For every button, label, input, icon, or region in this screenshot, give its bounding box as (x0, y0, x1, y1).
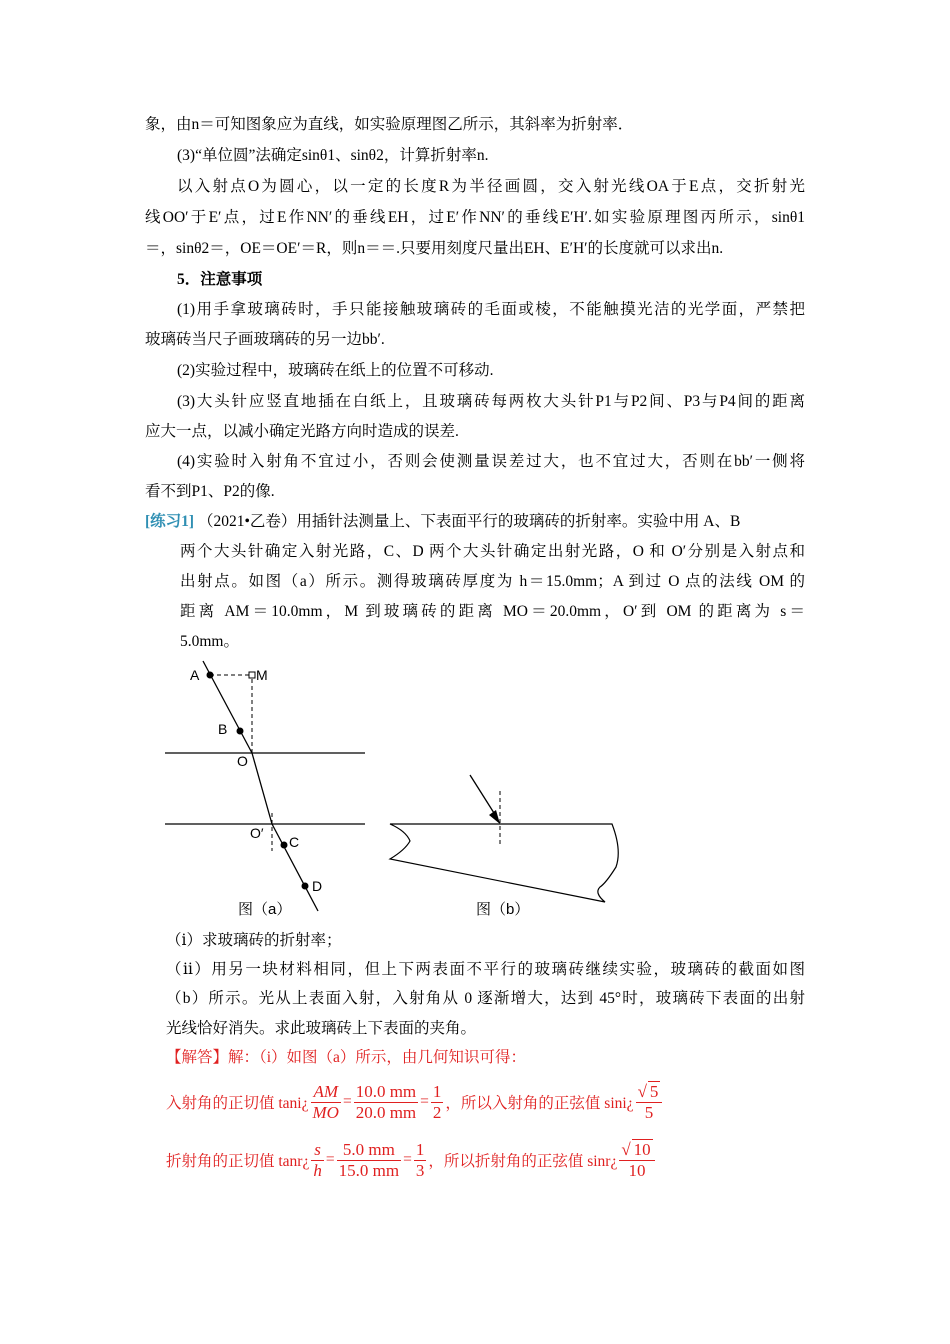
text-line: 看不到P1、P2的像. (145, 483, 275, 500)
fraction: $\frac{1}{3}$ (415, 1139, 425, 1180)
label-o-prime: O′ (250, 825, 264, 841)
equation-incident: 入射角的正切值 tani¿ $\frac{AM}{MO}$ = $\frac{10.0 mm}{20.0 mm}$ = $\frac{1}{2}$ ，所以入射角的正弦值 sini¿ $\frac{√ 5}{5}$ (166, 1076, 664, 1128)
figure-b (390, 775, 618, 918)
pin-b (237, 728, 244, 735)
text-line: (1)用手拿玻璃砖时，手只能接触玻璃砖的毛面或棱，不能触摸光洁的光学面，严禁把 (177, 301, 805, 318)
question-1: （ⅰ）求玻璃砖的折射率； (166, 932, 342, 949)
eq-text: 入射角的正切值 tani¿ (166, 1095, 309, 1112)
fraction: $\frac{1}{2}$ (432, 1081, 442, 1122)
exercise-text: （2021•乙卷）用插针法测量上、下表面平行的玻璃砖的折射率。实验中用 A、B (197, 513, 741, 530)
text-line: 象，由n＝可知图象应为直线，如实验原理图乙所示，其斜率为折射率． (145, 116, 634, 133)
eq-text: 折射角的正切值 tanr¿ (166, 1153, 310, 1170)
question-2: （ⅱ）用另一块材料相同，但上下两表面不平行的玻璃砖继续实验，玻璃砖的截面如图 (166, 961, 805, 978)
exercise-tag: [练习1] (145, 513, 195, 530)
pin-c (281, 842, 288, 849)
incident-ray-b (470, 775, 494, 813)
label-a: A (190, 667, 200, 683)
text-line: 以入射点O为圆心，以一定的长度R为半径画圆，交入射光线OA于E点，交折射光 (177, 178, 805, 195)
label-c: C (289, 834, 300, 850)
text-line: (3)“单位圆”法确定sinθ1、sinθ2，计算折射率n. (177, 147, 489, 164)
brick-cross-section (390, 824, 618, 902)
text-line: 线OO′于E′点，过E作NN′的垂线EH，过E′作NN′的垂线E′H′.如实验原理图丙所示，sinθ1 (145, 209, 805, 226)
fraction: $\frac{AM}{MO}$ (312, 1081, 339, 1122)
eq-text: ，所以折射角的正弦值 sinr¿ (428, 1153, 618, 1170)
caption-b: 图（b） (476, 901, 530, 918)
text-line: ＝，sinθ2＝，OE＝OE′＝R，则n＝＝.只要用刻度尺量出EH、E′H′的长度就可以求出n. (145, 240, 724, 257)
text-line: 应大一点，以减小确定光路方向时造成的误差. (145, 423, 459, 440)
refracted-ray (252, 753, 272, 824)
label-m: M (256, 667, 268, 683)
question-2: （b）所示。光从上表面入射，入射角从 0 逐渐增大，达到 45°时，玻璃砖下表面的出射 (166, 990, 805, 1007)
exercise-line: 5.0mm。 (180, 633, 239, 650)
figure-a (165, 661, 365, 918)
text-line: (4)实验时入射角不宜过小，否则会使测量误差过大，也不宜过大，否则在bb′一侧将 (177, 453, 805, 470)
text-line: (2)实验过程中，玻璃砖在纸上的位置不可移动. (177, 362, 494, 379)
exercise-line: 两个大头针确定入射光路，C、D 两个大头针确定出射光路，O 和 O′分别是入射点和 (180, 543, 805, 560)
fraction: $\frac{√ 10}{10}$ (619, 1139, 654, 1181)
eq-text: ，所以入射角的正弦值 sini¿ (445, 1095, 634, 1112)
arrow-icon (489, 810, 500, 824)
equation-refraction: 折射角的正切值 tanr¿ $\frac{s}{h}$ = $\frac{5.0 mm}{15.0 mm}$ = $\frac{1}{3}$ ，所以折射角的正弦值 sinr¿ $\frac{√ 10}{10}$ (166, 1134, 657, 1186)
exercise-line: 出射点。如图（a）所示。测得玻璃砖厚度为 h＝15.0mm；A 到过 O 点的法线 OM 的 (180, 573, 805, 590)
fraction: $\frac{5.0 mm}{15.0 mm}$ (338, 1139, 400, 1180)
exercise-line: 距离 AM＝10.0mm，M 到玻璃砖的距离 MO＝20.0mm，O′到 OM 的距离为 s＝ (180, 603, 805, 620)
text-line: (3)大头针应竖直地插在白纸上，且玻璃砖每两枚大头针P1与P2间、P3与P4间的距离 (177, 393, 805, 410)
pin-a (207, 672, 214, 679)
section-heading: 5．注意事项 (177, 271, 263, 288)
fraction: $\frac{s}{h}$ (313, 1139, 322, 1180)
exercise-first-line (145, 511, 805, 533)
text-line: 玻璃砖当尺子画玻璃砖的另一边bb′. (145, 331, 385, 348)
label-d: D (312, 878, 323, 894)
label-b: B (218, 721, 228, 737)
fraction: $\frac{√ 5}{5}$ (636, 1081, 663, 1123)
figure-glass-brick (160, 655, 630, 925)
fraction: $\frac{10.0 mm}{20.0 mm}$ (355, 1081, 417, 1122)
label-o: O (237, 753, 248, 769)
caption-a: 图（a） (238, 901, 292, 918)
question-2: 光线恰好消失。求此玻璃砖上下表面的夹角。 (166, 1020, 477, 1037)
pin-d (302, 883, 309, 890)
answer-heading: 【解答】解：（i）如图（a）所示，由几何知识可得： (166, 1049, 526, 1066)
